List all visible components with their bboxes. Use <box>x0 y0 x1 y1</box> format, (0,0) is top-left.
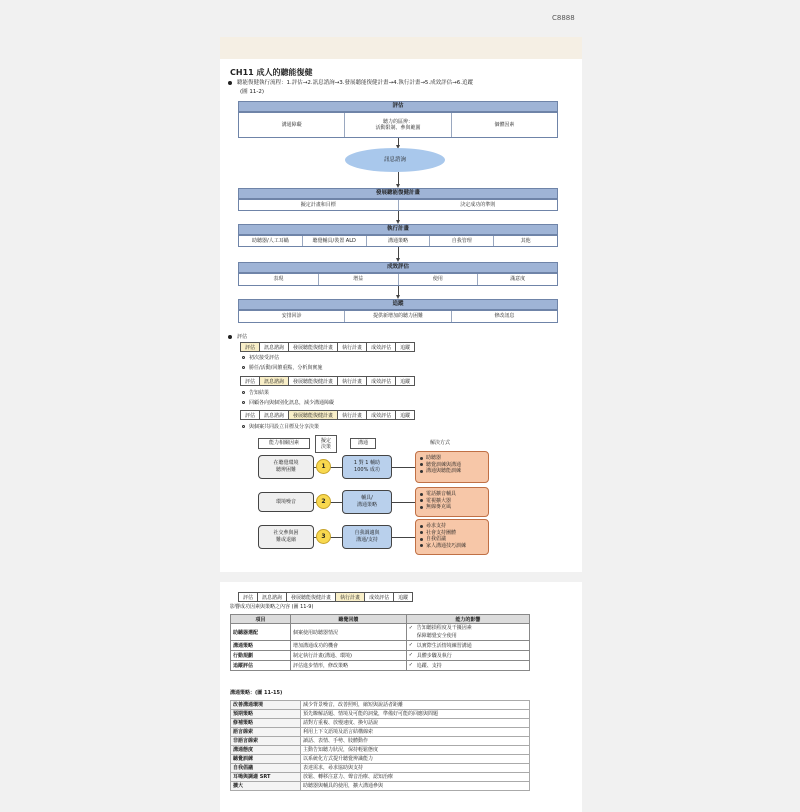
tab-bar <box>238 592 413 602</box>
table-row: 行動規劃 制定執行計畫(溝通、環境) ✓ 具體步驟及執行 <box>231 651 530 661</box>
factor-table <box>230 614 530 671</box>
flow-cell: 滿意度 <box>510 276 526 283</box>
intro-text: 聽能復健執行流程：1.評估→2.訊息諮詢→3.發展聽能復健計畫→4.執行計畫→5.成效評估→6.追蹤 <box>237 80 474 86</box>
tab-follow[interactable]: 追蹤 <box>393 592 413 601</box>
step-badge: 1 <box>316 459 331 474</box>
table-row: 溝通態度 主動告知聽力狀況，保持輕鬆態度 <box>231 746 530 755</box>
table-row: 聽覺訓練 以系統化方式提升聽覺辨識能力 <box>231 755 530 764</box>
bullet-icon <box>228 81 232 85</box>
flow-arrow-icon <box>398 172 399 185</box>
resolve-header: 擬定 決策 <box>315 435 337 453</box>
tab-counsel[interactable]: 訊息諮詢 <box>259 342 288 351</box>
tab-assess[interactable]: 評估 <box>240 342 259 351</box>
circle-bullet-icon <box>242 401 245 404</box>
chapter-title: CH11 成人的聽能復健 <box>230 68 313 77</box>
resolve-solutions <box>415 519 489 555</box>
flow-cell: 使用 <box>399 274 479 285</box>
flow-assess-row <box>238 112 558 138</box>
tab-counsel[interactable]: 訊息諮詢 <box>257 592 286 601</box>
resolve-factor: 社交參與困 難或退縮 <box>258 525 314 549</box>
tab-execute[interactable]: 執行計畫 <box>337 342 366 351</box>
flow-follow-row <box>238 310 558 323</box>
flow-plan-row <box>238 199 558 211</box>
flow-cell: 提供新增加的聽力困難 <box>345 311 451 322</box>
tab-outcome[interactable]: 成效評估 <box>366 376 395 385</box>
intro-line <box>228 79 573 97</box>
flow-cell: 擬定計畫和目標 <box>239 200 399 210</box>
page-one <box>220 37 582 572</box>
resolve-action: 自我調適與 溝通/支持 <box>342 525 392 549</box>
strategy-title: 溝通策略：(圖 11-15) <box>230 690 283 696</box>
solution-item: 電話擴音輔具 <box>426 491 484 498</box>
resolve-header: 解決方式 <box>420 438 460 449</box>
flow-assess-header: 評估 <box>238 101 558 112</box>
flow-cell: 溝通障礙 <box>239 113 345 137</box>
table-row: 預期策略 預先瞭解話題、情境及可能的詞彙，準備好可能的回應與問題 <box>231 710 530 719</box>
flow-cell: 修改訊息 <box>494 313 515 320</box>
flow-follow-header: 追蹤 <box>238 299 558 310</box>
solution-item: 電視擴大器 <box>426 498 484 505</box>
flow-counsel-ellipse: 訊息諮詢 <box>345 148 445 172</box>
flow-cell: 表現 <box>239 274 319 285</box>
page-two <box>220 582 582 812</box>
circle-bullet-icon <box>242 425 245 428</box>
solution-item: 聽覺訓練與溝通 <box>426 462 484 469</box>
resolve-action: 1 對 1 輔助 100% 成功 <box>342 455 392 479</box>
flow-cell: 決定成功的準則 <box>460 201 496 208</box>
tab-assess[interactable]: 評估 <box>240 410 259 419</box>
column-header: 聽覺回饋 <box>291 615 407 624</box>
flow-cell: 其他 <box>520 237 531 244</box>
flow-arrow-icon <box>398 247 399 259</box>
flow-cell: 聽覺輔具/裝置 ALD <box>303 236 367 246</box>
tab-plan[interactable]: 發展聽能復健計畫 <box>288 376 337 385</box>
flow-cell: 自我管理 <box>430 236 494 246</box>
solution-item: 溝通與聽能訓練 <box>426 468 484 475</box>
tab-follow[interactable]: 追蹤 <box>395 376 415 385</box>
flow-arrow-icon <box>398 211 399 221</box>
flow-cell: 聽力的區辨： 活動限制、參與範圍 <box>345 113 451 137</box>
table-row: 語言線索 利用上下文語境及語言結構線索 <box>231 728 530 737</box>
resolve-solutions <box>415 451 489 483</box>
solution-item: 無線麥克風 <box>426 504 484 511</box>
flow-execute-header: 執行計畫 <box>238 224 558 235</box>
step-badge: 3 <box>316 529 331 544</box>
table-row: 溝通策略 增加溝通成功的機會 ✓ 以實際生活情境練習溝通 <box>231 641 530 651</box>
flow-cell: 助聽器/人工耳蝸 <box>239 236 303 246</box>
tab-execute[interactable]: 執行計畫 <box>337 410 366 419</box>
circle-bullet-icon <box>242 356 245 359</box>
solution-item: 社會支持團體 <box>426 530 484 537</box>
step-badge: 2 <box>316 494 331 509</box>
flow-plan-header: 發展聽能復健計畫 <box>238 188 558 199</box>
tab-follow[interactable]: 追蹤 <box>395 342 415 351</box>
section-assess <box>228 334 247 341</box>
tab-bar <box>240 410 415 420</box>
table-row: 修補策略 請對方重複、放慢速度、換句話說 <box>231 719 530 728</box>
tab-assess[interactable]: 評估 <box>240 376 259 385</box>
tab-outcome[interactable]: 成效評估 <box>366 410 395 419</box>
flow-execute-row <box>238 235 558 247</box>
table-row: 耳鳴與調適 SRT 放鬆、轉移注意力、聲音治療、認知治療 <box>231 773 530 782</box>
flow-arrow-icon <box>398 286 399 296</box>
tab-plan[interactable]: 發展聽能復健計畫 <box>286 592 335 601</box>
tab-outcome[interactable]: 成效評估 <box>366 342 395 351</box>
note-item: 初次接受評估 <box>242 355 279 362</box>
table-caption: 影響成功因素與策略之內容 (圖 11-9) <box>230 604 314 610</box>
tab-counsel[interactable]: 訊息諮詢 <box>259 376 288 385</box>
section-assess-label: 評估 <box>237 334 248 340</box>
solution-item: 助聽器 <box>426 455 484 462</box>
note-item: 勝任/活動/回饋重點，分析與實施 <box>242 365 322 372</box>
resolve-solutions <box>415 487 489 517</box>
flow-cell: 增益 <box>319 274 399 285</box>
resolve-factor: 在聽覺環境 聽辨困難 <box>258 455 314 479</box>
flow-cell: 安排回診 <box>239 311 345 322</box>
tab-counsel[interactable]: 訊息諮詢 <box>259 410 288 419</box>
bullet-icon <box>228 335 232 339</box>
table-row: 自我倡議 表達需求，尋求協助與支持 <box>231 764 530 773</box>
tab-outcome[interactable]: 成效評估 <box>364 592 393 601</box>
resolve-header: 溝通 <box>350 438 376 449</box>
tab-plan[interactable]: 發展聽能復健計畫 <box>288 410 337 419</box>
circle-bullet-icon <box>242 391 245 394</box>
flow-outcome-header: 成效評估 <box>238 262 558 273</box>
tab-bar <box>240 342 415 352</box>
note-item: 回顧各向與個別化訊息，減少溝通障礙 <box>242 400 334 407</box>
header-code: C8888 <box>552 14 575 22</box>
flow-cell: 個體因素 <box>494 121 515 128</box>
tab-follow[interactable]: 追蹤 <box>395 410 415 419</box>
solution-item: 尋求支持 <box>426 523 484 530</box>
flow-outcome-row <box>238 273 558 286</box>
table-row: 追蹤評估 評估進步情形，修改策略 ✓ 追蹤、支持 <box>231 661 530 671</box>
flow-cell: 溝通策略 <box>367 236 431 246</box>
resolve-action: 輔具/ 溝通策略 <box>342 490 392 514</box>
tab-execute[interactable]: 執行計畫 <box>337 376 366 385</box>
column-header: 項目 <box>231 615 291 624</box>
resolve-factor: 環境噪音 <box>258 492 314 512</box>
page-top-shade <box>220 37 582 59</box>
resolve-header: 能力相關因素 <box>258 438 310 449</box>
circle-bullet-icon <box>242 366 245 369</box>
flow-arrow-icon <box>398 138 399 146</box>
tab-assess[interactable]: 評估 <box>238 592 257 601</box>
tab-execute[interactable]: 執行計畫 <box>335 592 364 601</box>
table-row: 助聽器選配 個案使用助聽器情況 ✓ 告知聽損程度及干擾因素 保障聽覺安全使用 <box>231 624 530 641</box>
tab-plan[interactable]: 發展聽能復健計畫 <box>288 342 337 351</box>
table-row: 擴大 助聽器與輔具的使用，擴大溝通參與 <box>231 782 530 791</box>
solution-item: 自我倡議 <box>426 536 484 543</box>
note-item: 告知結果 <box>242 390 269 397</box>
column-header: 能力的影響 <box>406 615 529 624</box>
table-row: 改善溝通環境 減少背景噪音，改善照明，縮短與說話者距離 <box>231 701 530 710</box>
strategy-table <box>230 700 530 791</box>
table-row: 非語言線索 讀話、表情、手勢、肢體動作 <box>231 737 530 746</box>
solution-item: 家人溝通技巧訓練 <box>426 543 484 550</box>
intro-ref: (圖 11-2) <box>240 89 265 95</box>
note-item: 與個案共同設立目標及分享決策 <box>242 424 319 431</box>
tab-bar <box>240 376 415 386</box>
